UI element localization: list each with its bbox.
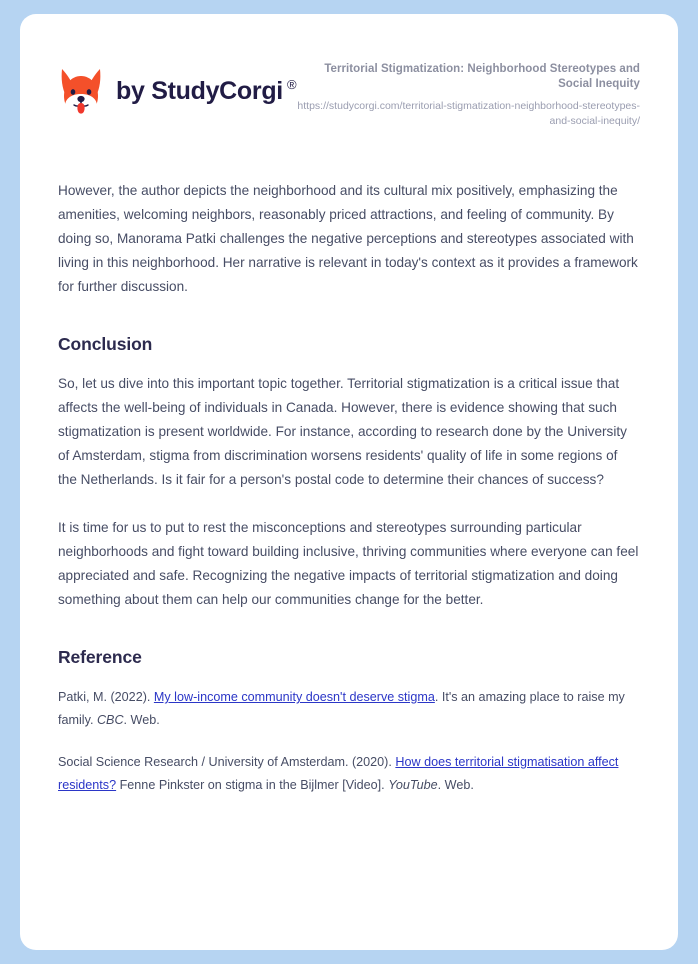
- reference-suffix: . Web.: [123, 713, 160, 728]
- conclusion-paragraph-2: It is time for us to put to rest the misconceptions and stereotypes surrounding particular neighborhoods and fight toward building inclusive, thriving communities where everyone can feel appreciated and safe. Recognizing the negative impacts of territorial stigmatization and doing something about them can help our communities change for the better.: [58, 520, 639, 608]
- page-content: [20, 14, 678, 797]
- reference-item: [58, 686, 640, 732]
- reference-heading: Reference: [58, 647, 142, 668]
- conclusion-heading: Conclusion: [58, 333, 153, 354]
- intro-paragraph: However, the author depicts the neighborhood and its cultural mix positively, emphasizing the amenities, welcoming neighbors, reasonably priced attractions, and feeling of community. By doing so, Manorama Patki challenges the negative perceptions and stereotypes associated with living in this neighborhood. Her narrative is relevant in today's context as it provides a framework for further discussion.: [58, 182, 638, 294]
- reference-link[interactable]: My low-income community doesn't deserve stigma: [153, 690, 435, 705]
- reference-middle: Fenne Pinkster on stigma in the Bijlmer [Video].: [116, 778, 389, 793]
- reference-link[interactable]: How does territorial stigmatisation affect residents?: [58, 755, 619, 793]
- brand-name-text: by StudyCorgi: [116, 76, 283, 105]
- reference-middle: . It's an amazing place to raise my family.: [58, 690, 625, 728]
- conclusion-paragraph-1: So, let us dive into this important topic together. Territorial stigmatization is a critical issue that affects the well-being of individuals in Canada. However, there is evidence showing that such stigmatization is present worldwide. For instance, according to research done by the University of Amsterdam, stigma from discrimination worsens residents' quality of life in some regions of the Netherlands. Is it fair for a person's postal code to determine their chances of success?: [58, 376, 627, 488]
- reference-source-italic: YouTube: [388, 778, 438, 793]
- header-document-title: Territorial Stigmatization: Neighborhood Stereotypes and Social Inequity: [324, 63, 640, 91]
- reference-source-italic: CBC: [96, 713, 124, 728]
- document-page-card: [20, 14, 678, 950]
- reference-prefix: Patki, M. (2022).: [58, 690, 154, 705]
- header-source-url: https://studycorgi.com/territorial-stigmatization-neighborhood-stereotypes-and-social-inequity/: [297, 100, 640, 128]
- brand-wordmark: [116, 76, 297, 105]
- reference-prefix: Social Science Research / University of Amsterdam. (2020).: [58, 755, 396, 770]
- corgi-head-icon: [58, 66, 104, 116]
- document-body: [58, 179, 640, 798]
- studycorgi-brand[interactable]: [58, 60, 296, 116]
- reference-list: [58, 686, 640, 797]
- document-header: [58, 60, 640, 129]
- reference-item: [58, 751, 640, 797]
- header-meta: [296, 60, 640, 129]
- reference-suffix: . Web.: [437, 778, 474, 793]
- registered-trademark-icon: ®: [286, 76, 297, 92]
